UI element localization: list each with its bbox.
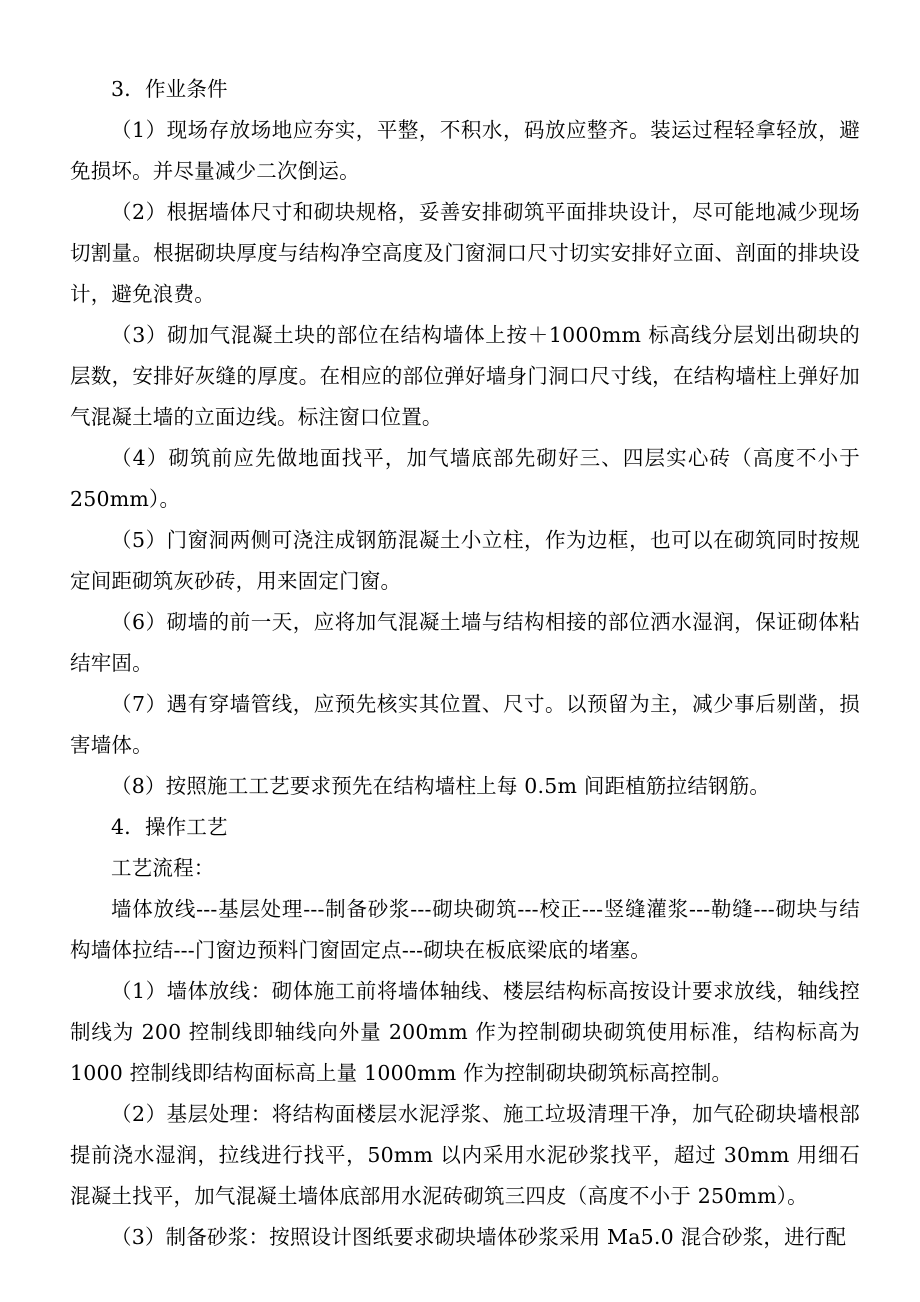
- step-base-treatment: （2）基层处理：将结构面楼层水泥浮浆、施工垃圾清理干净，加气砼砌块墙根部提前浇水湿润，拉线进行找平，50mm 以内采用水泥砂浆找平，超过 30mm 用细石混凝土找平，加气混凝土墙体底部用水泥砖砌筑三四皮（高度不小于 250mm）。: [70, 1102, 860, 1208]
- section-heading-work-conditions: 3．作业条件: [111, 77, 228, 101]
- process-flow-label: 工艺流程：: [111, 856, 215, 880]
- paragraph-item-1: （1）现场存放场地应夯实，平整，不积水，码放应整齐。装运过程轻拿轻放，避免损坏。并尽量减少二次倒运。: [70, 118, 860, 183]
- paragraph-item-4: （4）砌筑前应先做地面找平，加气墙底部先砌好三、四层实心砖（高度不小于250mm）。: [70, 446, 860, 511]
- paragraph-item-3: （3）砌加气混凝土块的部位在结构墙体上按＋1000mm 标高线分层划出砌块的层数，安排好灰缝的厚度。在相应的部位弹好墙身门洞口尺寸线，在结构墙柱上弹好加气混凝土墙的立面边线。标注窗口位置。: [70, 323, 860, 429]
- step-wall-layout: （1）墙体放线：砌体施工前将墙体轴线、楼层结构标高按设计要求放线，轴线控制线为 200 控制线即轴线向外量 200mm 作为控制砌块砌筑使用标准，结构标高为1000 控制线即结构面标高上量 1000mm 作为控制砌块砌筑标高控制。: [70, 979, 860, 1085]
- paragraph-item-8: （8）按照施工工艺要求预先在结构墙柱上每 0.5m 间距植筋拉结钢筋。: [111, 774, 771, 798]
- paragraph-item-5: （5）门窗洞两侧可浇注成钢筋混凝土小立柱，作为边框，也可以在砌筑同时按规定间距砌筑灰砂砖，用来固定门窗。: [70, 528, 860, 593]
- paragraph-item-2: （2）根据墙体尺寸和砌块规格，妥善安排砌筑平面排块设计，尽可能地减少现场切割量。根据砌块厚度与结构净空高度及门窗洞口尺寸切实安排好立面、剖面的排块设计，避免浪费。: [70, 200, 860, 306]
- process-flow-steps: 墙体放线---基层处理---制备砂浆---砌块砌筑---校正---竖缝灌浆---勒缝---砌块与结构墙体拉结---门窗边预料门窗固定点---砌块在板底梁底的堵塞。: [70, 897, 860, 962]
- step-mortar-preparation: （3）制备砂浆：按照设计图纸要求砌块墙体砂浆采用 Ma5.0 混合砂浆，进行配: [111, 1225, 847, 1249]
- paragraph-item-6: （6）砌墙的前一天，应将加气混凝土墙与结构相接的部位洒水湿润，保证砌体粘结牢固。: [70, 610, 860, 675]
- document-body: [70, 69, 860, 1258]
- section-heading-operation-process: 4．操作工艺: [111, 815, 228, 839]
- paragraph-item-7: （7）遇有穿墙管线，应预先核实其位置、尺寸。以预留为主，减少事后剔凿，损害墙体。: [70, 692, 860, 757]
